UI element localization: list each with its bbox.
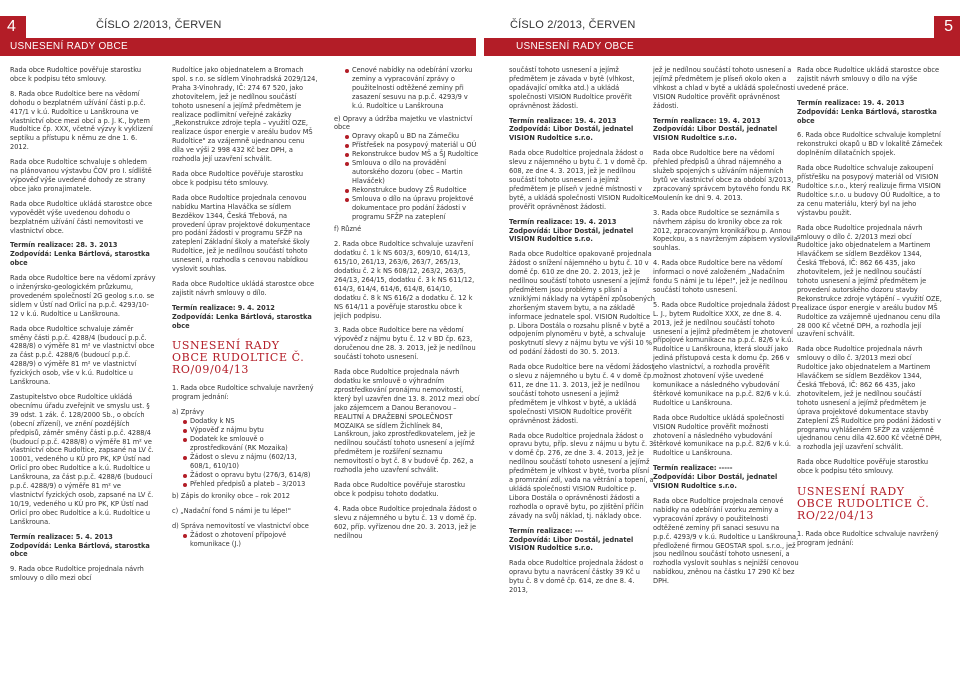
deadline: Termín realizace: 19. 4. 2013 <box>509 217 617 226</box>
text-column-3 <box>334 66 480 674</box>
deadline: Termín realizace: --- <box>509 526 583 535</box>
agenda-item: f) Různé <box>334 225 362 234</box>
deadline: Termín realizace: ----- <box>653 464 733 473</box>
agenda-list <box>172 417 318 488</box>
paragraph: Rudoltice jako objednatelem a Bromach spol. s r.o. se sídlem Vinohradská 2029/124, Praha 3-Vinohrady, IČ: 274 67 520, jako zhotovitelem, jež je nedílnou součástí tohoto usnesení a jejímž předmětem je realizace podlimitní veřejné zakázky „Rekonstrukce zdroje tepla – využití OZE, realizace úspor energie v areálu budov MŠ Rudoltice" za vzájemně ujednanou cenu díla ve výši 2 998 432 Kč bez DPH, a rozhodla její uzavření schválit. <box>172 66 318 164</box>
paragraph: 6. Rada obce Rudoltice schvaluje kompletní rekonstrukci okapů u BD v lokalitě Zámeček doplněním dilatačních spojek. <box>797 131 943 158</box>
agenda-item: b) Zápis do kroniky obce – rok 2012 <box>172 492 290 501</box>
responsible: Zodpovídá: Lenka Bártlová, starostka obce <box>10 541 150 559</box>
agenda-list <box>334 132 480 221</box>
text-column-4 <box>509 66 655 674</box>
deadline: Termín realizace: 28. 3. 2013 <box>10 241 118 250</box>
text-column-5 <box>653 66 799 674</box>
page-number-right: 5 <box>934 16 960 38</box>
list-item: Rekonstrukce budov MŠ a ŠJ Rudoltice <box>343 150 480 159</box>
list-item: Dodatky k NS <box>181 417 318 426</box>
paragraph: součástí tohoto usnesení a jejímž předmětem je závada v bytě (vlhkost, opadávající omítka atd.) a ukládá společnosti VISION Rudoltice prověřit oprávněnost žádosti. <box>509 66 635 110</box>
resolution-heading: USNESENÍ RADY OBCE RUDOLTICE Č. RO/22/04/13 <box>797 485 930 523</box>
agenda-item: e) Opravy a údržba majetku ve vlastnictví obce <box>334 114 473 132</box>
paragraph: 4. Rada obce Rudoltice projednala žádost o slevu z nájemného u bytu č. 13 v domě čp. 602, příp. vyřízenou dne 20. 3. 2013, jež je nedílnou <box>334 504 477 540</box>
paragraph: Rada obce Rudoltice bere na vědomí žádost o slevu z nájemného u bytu č. 4 v domě čp. 611, ze dne 11. 3. 2013, jež je nedílnou součástí tohoto usnesení a jejímž předmětem je vlhkost v bytě, a ukládá společnosti VISION Rudoltice prověřit oprávněnost žádosti. <box>509 363 655 425</box>
paragraph: Rada obce Rudoltice ukládá společnosti VISION Rudoltice prověřit možnosti zhotovení a následného vybudování štěrkové komunikace na p.p.č. 82/6 v k.ú. Rudoltice u Lanškrouna. <box>653 413 791 458</box>
paragraph: Rada obce Rudoltice pověřuje starostku obce k podpisu této smlouvy. <box>10 66 142 83</box>
list-item: Výpověď z nájmu bytu <box>181 426 318 435</box>
paragraph: Rada obce Rudoltice ukládá starostce obce zajistit návrh smlouvy o dílo. <box>172 279 315 297</box>
paragraph: Rada obce Rudoltice projednala žádost o slevu z nájemného u bytu č. 1 v domě čp. 608, ze dne 4. 3. 2013, jež je nedílnou součástí tohoto usnesení a jejímž předmětem je plíseň v jedné místnosti v bytě, a ukládá společnosti VISION Rudoltice prověřit oprávněnost žádosti. <box>509 149 653 211</box>
paragraph: Rada obce Rudoltice projednala žádost o opravu bytu, příp. slevu z nájmu u bytu č. 3 v domě čp. 276, ze dne 3. 4. 2013, jež je nedílnou součástí tohoto usnesení a jejímž předmětem je vlhkost v bytě, tvorba plísní a promrzání zdí, vada na větrání a topení, a ukládá společnosti VISION Rudoltice p. Libora Dostála o oprávněnosti žádosti a rozhodla o opravě bytu, po zjištění příčin závady na svůj náklad, tj. náklady obce. <box>509 431 654 520</box>
paragraph: 8. Rada obce Rudoltice bere na vědomí dohodu o bezplatném užívání části p.p.č. 417/1 v k.ú. Rudoltice u Lanškrouna ve vlastnictví obce mezi obcí a p. J. K., bytem Rudoltice čp. XXX, včetně výzvy k vyklizení septiku a přístupu k němu ze dne 1. 6. 2012. <box>10 89 153 152</box>
responsible: Zodpovídá: Lenka Bártlová, starostka obce <box>10 250 150 268</box>
list-item: Žádost o opravu bytu (276/3, 614/8) <box>181 471 318 480</box>
responsible: Zodpovídá: Lenka Bártlová, starostka obce <box>797 107 937 125</box>
paragraph: 1. Rada obce Rudoltice schvaluje navržený program jednání: <box>797 530 939 547</box>
deadline: Termín realizace: 19. 4. 2013 <box>509 116 617 125</box>
issue-label-right: ČÍSLO 2/2013, ČERVEN <box>510 19 636 31</box>
paragraph: 4. Rada obce Rudoltice bere na vědomí informaci o nové založeném „Nadačním fondu S námi je tu lépe!", jež je nedílnou součástí tohoto usnesení. <box>653 259 788 294</box>
list-item: Smlouva o dílo na úpravu projektové dokumentace pro podání žádosti v programu SFŽP na zateplení <box>343 195 480 222</box>
paragraph: Rada obce Rudoltice schvaluje záměr směny části p.p.č. 4288/4 (budoucí p.p.č. 4288/8) o výměře 81 m² ve vlastnictví obce za část p.p.č. 4288/6 (budoucí p.p.č. 4288/9) o výměře 81 m² ve vlastnictví fyzických osob, vše v k.ú. Rudoltice u Lanškrouna. <box>10 324 155 387</box>
section-title-right: USNESENÍ RADY OBCE <box>484 38 960 56</box>
paragraph: Rada obce Rudoltice projednala návrh smlouvy o dílo č. 3/2013 mezi obcí Rudoltice jako objednatelem a Martinem Hlaváčkem se sídlem Bezděkov 1344, Česká Třebová, IČ: 862 66 435, jako zhotovitelem, jež je nedílnou součástí tohoto usnesení a jejímž předmětem je úprava projektové dokumentace stavby Zateplení ZŠ Rudoltice pro podání žádosti v programu vyhlášeném SFŽP za vzájemně ujednanou cenu díla 42.600 Kč včetně DPH, a rozhodla její uzavření schválit. <box>797 345 942 452</box>
list-item: Dodatek ke smlouvě o zprostředkování (RK Mozaika) <box>181 435 318 453</box>
deadline: Termín realizace: 9. 4. 2012 <box>172 303 275 312</box>
responsible: Zodpovídá: Libor Dostál, jednatel VISION Rudoltice s.r.o. <box>653 125 778 143</box>
paragraph: Rada obce Rudoltice bere na vědomí přehled předpisů a úhrad nájemného a služeb spojených s užíváním nájemních bytů ve vlastnictví obce za období 3/2013, zpracovaný správcem bytového fondu RK Moulenín ke dni 9. 4. 2013. <box>653 149 794 202</box>
list-item: Žádost o slevu z nájmu (602/13, 608/1, 610/10) <box>181 453 318 471</box>
list-item: Rekonstrukce budovy ZŠ Rudoltice <box>343 186 480 195</box>
paragraph: Rada obce Rudoltice projednala návrh smlouvy o dílo č. 2/2013 mezi obcí Rudoltice jako objednatelem a Martinem Hlaváčkem se sídlem Bezděkov 1344, Česká Třebová, IČ: 862 66 435, jako zhotovitelem, jež je nedílnou součástí tohoto usnesení a jejímž předmětem je provedení autorského dozoru stavby Rekonstrukce zdroje vytápění – využití OZE, realizace úspor energie v areálu budov MŠ Rudoltice za vzájemně ujednanou cenu díla 28 000 Kč včetně DPH, a rozhodla její uzavření schválit. <box>797 223 942 339</box>
responsible: Zodpovídá: Libor Dostál, jednatel VISION Rudoltice s.r.o. <box>653 473 778 491</box>
text-column-6 <box>797 66 943 674</box>
list-item: Přehled předpisů a plateb – 3/2013 <box>181 480 318 489</box>
paragraph: Rada obce Rudoltice pověřuje starostku obce k podpisu této smlouvy. <box>797 458 929 476</box>
agenda-list <box>334 66 480 111</box>
responsible: Zodpovídá: Libor Dostál, jednatel VISION Rudoltice s.r.o. <box>509 226 634 244</box>
list-item: Žádost o zhotovení přípojové komunikace (J.) <box>181 531 318 549</box>
paragraph: 3. Rada obce Rudoltice bere na vědomí výpověď z nájmu bytu č. 12 v BD čp. 623, doručenou dne 28. 3. 2013, jež je nedílnou součástí tohoto usnesení. <box>334 326 476 362</box>
paragraph: Rada obce Rudoltice pověřuje starostku obce k podpisu tohoto dodatku. <box>334 480 466 498</box>
responsible: Zodpovídá: Libor Dostál, jednatel VISION Rudoltice s.r.o. <box>509 125 634 143</box>
page-number-left: 4 <box>0 16 26 38</box>
section-title-left: USNESENÍ RADY OBCE <box>0 38 476 56</box>
paragraph: Rada obce Rudoltice schvaluje zakoupení přístřešku na posypový materiál od VISION Rudoltice s.r.o., který realizuje firma VISION Rudoltice s.r.o. u budovy OÚ Rudoltice, a to za cenu materiálu, který byl na jeho výstavbu použit. <box>797 164 941 217</box>
paragraph: 5. Rada obce Rudoltice projednala žádost p. L. J., bytem Rudoltice XXX, ze dne 8. 4. 2013, jež je nedílnou součástí tohoto usnesení a jejímž předmětem je zhotovení přípojové komunikace na p.p.č. 82/6 v k.ú. Rudoltice u Lanškrouna, která slouží jako jediná přístupová cesta k domu čp. 266 v jeho vlastnictví, a rozhodla prověřit možnost zhotovení výše uvedené komunikace a následného vybudování štěrkové komunikace na p.p.č. 82/6 v k.ú. Rudoltice u Lanškrouna. <box>653 300 799 407</box>
paragraph: Rada obce Rudoltice projednala návrh dodatku ke smlouvě o výhradním zprostředkování pronájmu nemovitostí, který byl uzavřen dne 13. 8. 2012 mezi obcí jako zájemcem a Danou Beranovou – REALITNÍ A DRAŽEBNÍ SPOLEČNOST MOZAIKA se sídlem Žichlínek 84, Lanškroun, jako zprostředkovatelem, jež je nedílnou součástí tohoto usnesení a jejímž předmětem je rozšíření seznamu nemovitostí o byt č. 8 v budově čp. 262, a rozhodla jeho uzavření schválit. <box>334 368 480 475</box>
paragraph: Rada obce Rudoltice projednala cenové nabídky na odebírání vzorku zeminy a vypracování zprávy o použitelnosti odtěžené zeminy při sanaci sesuvu na p.p.č. 4293/9 v k.ú. Rudoltice u Lanškrouna, předložené firmou GEOSTAR spol. s.r.o., jež jsou nedílnou součástí tohoto usnesení, a rozhodla vyslovit souhlas s nejnižší cenovou nabídkou, zněnou na částku 17 290 Kč bez DPH. <box>653 496 799 586</box>
agenda-item: c) „Nadační fond S námi je tu lépe!" <box>172 507 291 516</box>
text-column-2 <box>172 66 318 674</box>
paragraph: Rada obce Rudoltice ukládá starostce obce zajistit návrh smlouvy o dílo na výše uvedené práce. <box>797 66 940 92</box>
paragraph: 3. Rada obce Rudoltice se seznámila s návrhem zápisu do kroniky obce za rok 2012, zpracovaným kronikářkou p. Annou Kopeckou, a s navrženým zápisem vyslovila souhlas. <box>653 208 798 253</box>
list-item: Cenové nabídky na odebírání vzorku zeminy a vypracování zprávy o použitelnosti odtěžené zeminy při zasazení sesuvu na p.p.č. 4293/9 v k.ú. Rudoltice u Lanškrouna <box>343 66 480 111</box>
paragraph: 9. Rada obce Rudoltice projednala návrh smlouvy o dílo mezi obcí <box>10 565 144 583</box>
agenda-item: a) Zprávy <box>172 408 204 417</box>
paragraph: Zastupitelstvo obce Rudoltice ukládá obecnímu úřadu zveřejnit ve smyslu ust. § 39 odst. 1 zák. č. 128/2000 Sb., o obcích (obecní zřízení), ve znění pozdějších předpisů, záměr směny části p.p.č. 4288/4 (budoucí p.p.č. 4288/8) o výměře 81 m² ve vlastnictví obce Rudoltice, zapsané na LV č. 10001, vedeného u KÚ pro PK, KP Ústí nad Orlicí pro obec Rudoltice a k.ú. Rudoltice u Lanškrouna, za část p.p.č. 4288/6 (budoucí p.p.č. 4288/9) o výměře 81 m² ve vlastnictví fyzických osob, zapsané na LV č. 10/19, vedeného u KÚ pro PK, KP Ústí nad Orlicí pro obec Rudoltice a k.ú. Rudoltice u Lanškrouna. <box>10 393 154 526</box>
paragraph: Rada obce Rudoltice pověřuje starostku obce k podpisu této smlouvy. <box>172 169 304 187</box>
text-column-1 <box>10 66 156 674</box>
paragraph: Rada obce Rudoltice ukládá starostce obce vypovědět výše uvedenou dohodu o bezplatném užívání části nemovitosti ve vlastnictví obce. <box>10 199 153 235</box>
deadline: Termín realizace: 5. 4. 2013 <box>10 532 113 541</box>
paragraph: Rada obce Rudoltice projednala cenovou nabídku Martina Hlaváčka se sídlem Bezděkov 1344, Česká Třebová, na provedení úprav projektové dokumentace pro podání žádosti v programu SFŽP na zateplení Základní školy a mateřské školy Rudoltice, jež je nedílnou součástí tohoto usnesení, a rozhodla s cenovou nabídkou vyslovit souhlas. <box>172 193 311 274</box>
responsible: Zodpovídá: Libor Dostál, jednatel VISION Rudoltice s.r.o. <box>509 535 634 553</box>
resolution-heading: USNESENÍ RADY OBCE RUDOLTICE Č. RO/09/04/13 <box>172 339 305 377</box>
paragraph: 2. Rada obce Rudoltice schvaluje uzavření dodatku č. 1 k NS 603/3, 609/10, 614/13, 615/10, 261/13, 263/6, 263/7, 265/13, dodatku č. 2 k NS 608/12, 263/2, 263/5, 264/13, 264/15, dodatku č. 3 k NS 611/12, 614/3, 614/4, 614/6, 614/8, 614/10, dodatku č. 8 k NS 616/2 a dodatku č. 12 k NS 614/11 a pověřuje starostku obce k jejich podpisu. <box>334 240 475 320</box>
agenda-list <box>172 531 318 549</box>
deadline: Termín realizace: 19. 4. 2013 <box>797 98 905 107</box>
issue-label-left: ČÍSLO 2/2013, ČERVEN <box>96 19 222 31</box>
paragraph: jež je nedílnou součástí tohoto usnesení a jejímž předmětem je plíseň okolo oken a vlhkost a chlad v bytě a ukládá společnosti VISION Rudoltice prověřit oprávněnost žádosti. <box>653 66 796 110</box>
paragraph: Rada obce Rudoltice opakovaně projednala žádost o snížení nájemného u bytu č. 10 v domě čp. 610 ze dne 20. 2. 2013, jež je nedílnou součástí tohoto usnesení a jejímž předmětem jsou problémy s plísní a vzniklými náklady na vytápění způsobených zhoršeným stavem bytu, a na základě informace jednatele spol. VISION Rudoltice p. Libora Dostála o rozsahu plísně v bytě a odpojením plynoměru v bytě, a schvaluje poskytnutí slevy z nájmu bytu ve výši 10 % od podání žádosti do 30. 5. 2013. <box>509 250 655 357</box>
paragraph: Rada obce Rudoltice bere na vědomí zprávy o inženýrsko-geologickém průzkumu, provedeném společností 2G geolog s.r.o. se sídlem v Ústí nad Orlicí na p.p.č. 4293/10-12 v k.ú. Rudoltice u Lanškrouna. <box>10 274 156 318</box>
deadline: Termín realizace: 19. 4. 2013 <box>653 116 761 125</box>
paragraph: 1. Rada obce Rudoltice schvaluje navržený program jednání: <box>172 384 314 402</box>
list-item: Přístřešek na posypový materiál u OÚ <box>343 141 480 150</box>
agenda-item: d) Správa nemovitostí ve vlastnictví obce <box>172 522 309 531</box>
list-item: Smlouva o dílo na provádění autorského dozoru (obec – Martin Hlaváček) <box>343 159 480 186</box>
responsible: Zodpovídá: Lenka Bártlová, starostka obce <box>172 312 312 330</box>
paragraph: Rada obce Rudoltice projednala žádost o opravu bytu a navrácení částky 39 Kč u bytu č. 8 v domě čp. 614, ze dne 8. 4. 2013, <box>509 559 644 595</box>
paragraph: Rada obce Rudoltice schvaluje s ohledem na plánovanou výstavbu ČOV pro I. sídliště výpověď výše uvedené dohody ze strany obce jako pronajimatele. <box>10 158 152 193</box>
list-item: Opravy okapů u BD na Zámečku <box>343 132 480 141</box>
